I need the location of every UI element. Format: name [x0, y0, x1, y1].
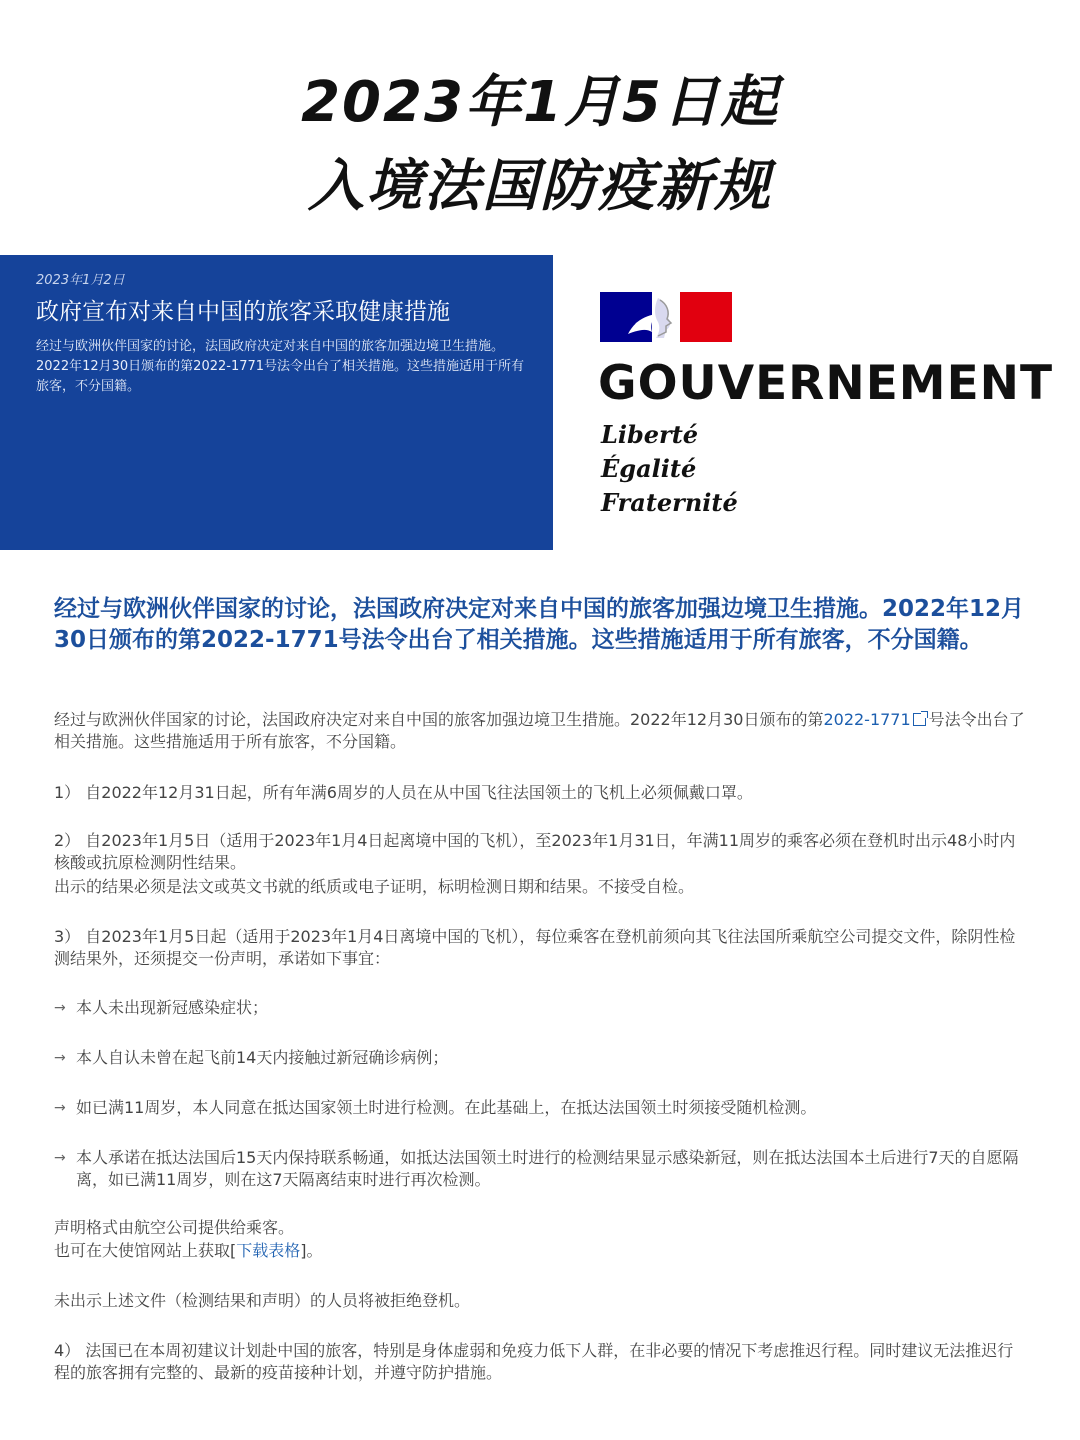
declaration-item: → 本人未出现新冠感染症状；: [54, 998, 269, 1017]
gouvernement-logo: [598, 290, 1054, 530]
motto-liberte: Liberté: [601, 420, 699, 449]
marianne-flag-icon: [600, 292, 732, 342]
declaration-item: → 本人承诺在抵达法国后15天内保持联系畅通，如抵达法国领土时进行的检测结果显示感染新冠，则在抵达法国本土后进行7天的自愿隔离，如已满11周岁，则在这7天隔离结束时进行再次检测。: [54, 1148, 1019, 1189]
declaration-item: → 如已满11周岁，本人同意在抵达国家领土时进行检测。在此基础上，在抵达法国领土时须接受随机检测。: [54, 1098, 817, 1117]
measure-2: 2） 自2023年1月5日（适用于2023年1月4日起离境中国的飞机），至2023年1月31日，年满11周岁的乘客必须在登机时出示48小时内核酸或抗原检测阴性结果。: [54, 831, 1016, 872]
news-card[interactable]: [0, 255, 553, 550]
article-lead: 经过与欧洲伙伴国家的讨论，法国政府决定对来自中国的旅客加强边境卫生措施。2022年12月30日颁布的第2022-1771号法令出台了相关措施。这些措施适用于所有旅客，不分国籍。: [54, 596, 1025, 653]
download-note: 也可在大使馆网站上获取[下载表格]。: [54, 1241, 323, 1260]
arrow-right-icon: →: [54, 1150, 66, 1166]
article-intro: [54, 709, 1029, 753]
measure-1: 1） 自2022年12月31日起，所有年满6周岁的人员在从中国飞往法国领土的飞机上必须佩戴口罩。: [54, 783, 753, 802]
news-date: 2023年1月2日: [36, 273, 125, 288]
news-summary: 经过与欧洲伙伴国家的讨论，法国政府决定对来自中国的旅客加强边境卫生措施。2022年12月30日颁布的第2022-1771号法令出台了相关措施。这些措施适用于所有旅客，不分国籍。: [36, 339, 525, 394]
decree-link[interactable]: 2022-1771: [823, 710, 911, 729]
motto-fraternite: Fraternité: [601, 488, 738, 517]
news-headline[interactable]: 政府宣布对来自中国的旅客采取健康措施: [36, 299, 450, 325]
arrow-right-icon: →: [54, 1000, 66, 1016]
page-title-line-1: 2023年1月5日起: [301, 70, 779, 135]
external-link-icon[interactable]: [913, 713, 926, 726]
declaration-note: 声明格式由航空公司提供给乘客。: [54, 1218, 295, 1237]
declaration-item: → 本人自认未曾在起飞前14天内接触过新冠确诊病例；: [54, 1048, 449, 1067]
measure-4: 4） 法国已在本周初建议计划赴中国的旅客，特别是身体虚弱和免疫力低下人群，在非必要的情况下考虑推迟行程。同时建议无法推迟行程的旅客拥有完整的、最新的疫苗接种计划，并遵守防护措施。: [54, 1341, 1014, 1382]
download-form-link[interactable]: 下载表格: [236, 1241, 301, 1260]
intro-text: 经过与欧洲伙伴国家的讨论，法国政府决定对来自中国的旅客加强边境卫生措施。2022年12月30日颁布的第: [54, 710, 824, 729]
gouvernement-wordmark: GOUVERNEMENT: [598, 356, 1054, 411]
motto-egalite: Égalité: [601, 454, 697, 483]
refusal-note: 未出示上述文件（检测结果和声明）的人员将被拒绝登机。: [54, 1291, 471, 1310]
arrow-right-icon: →: [54, 1100, 66, 1116]
measure-2-detail: 出示的结果必须是法文或英文书就的纸质或电子证明，标明检测日期和结果。不接受自检。: [54, 877, 695, 896]
intro-text-after: 号法令出台了相关措施。这些措施适用于所有旅客，不分国籍。: [54, 710, 1025, 751]
measure-3: 3） 自2023年1月5日起（适用于2023年1月4日离境中国的飞机），每位乘客在登机前须向其飞往法国所乘航空公司提交文件，除阴性检测结果外，还须提交一份声明，承诺如下事宜：: [54, 927, 1016, 968]
page-title-line-2: 入境法国防疫新规: [308, 154, 772, 219]
arrow-right-icon: →: [54, 1050, 66, 1066]
